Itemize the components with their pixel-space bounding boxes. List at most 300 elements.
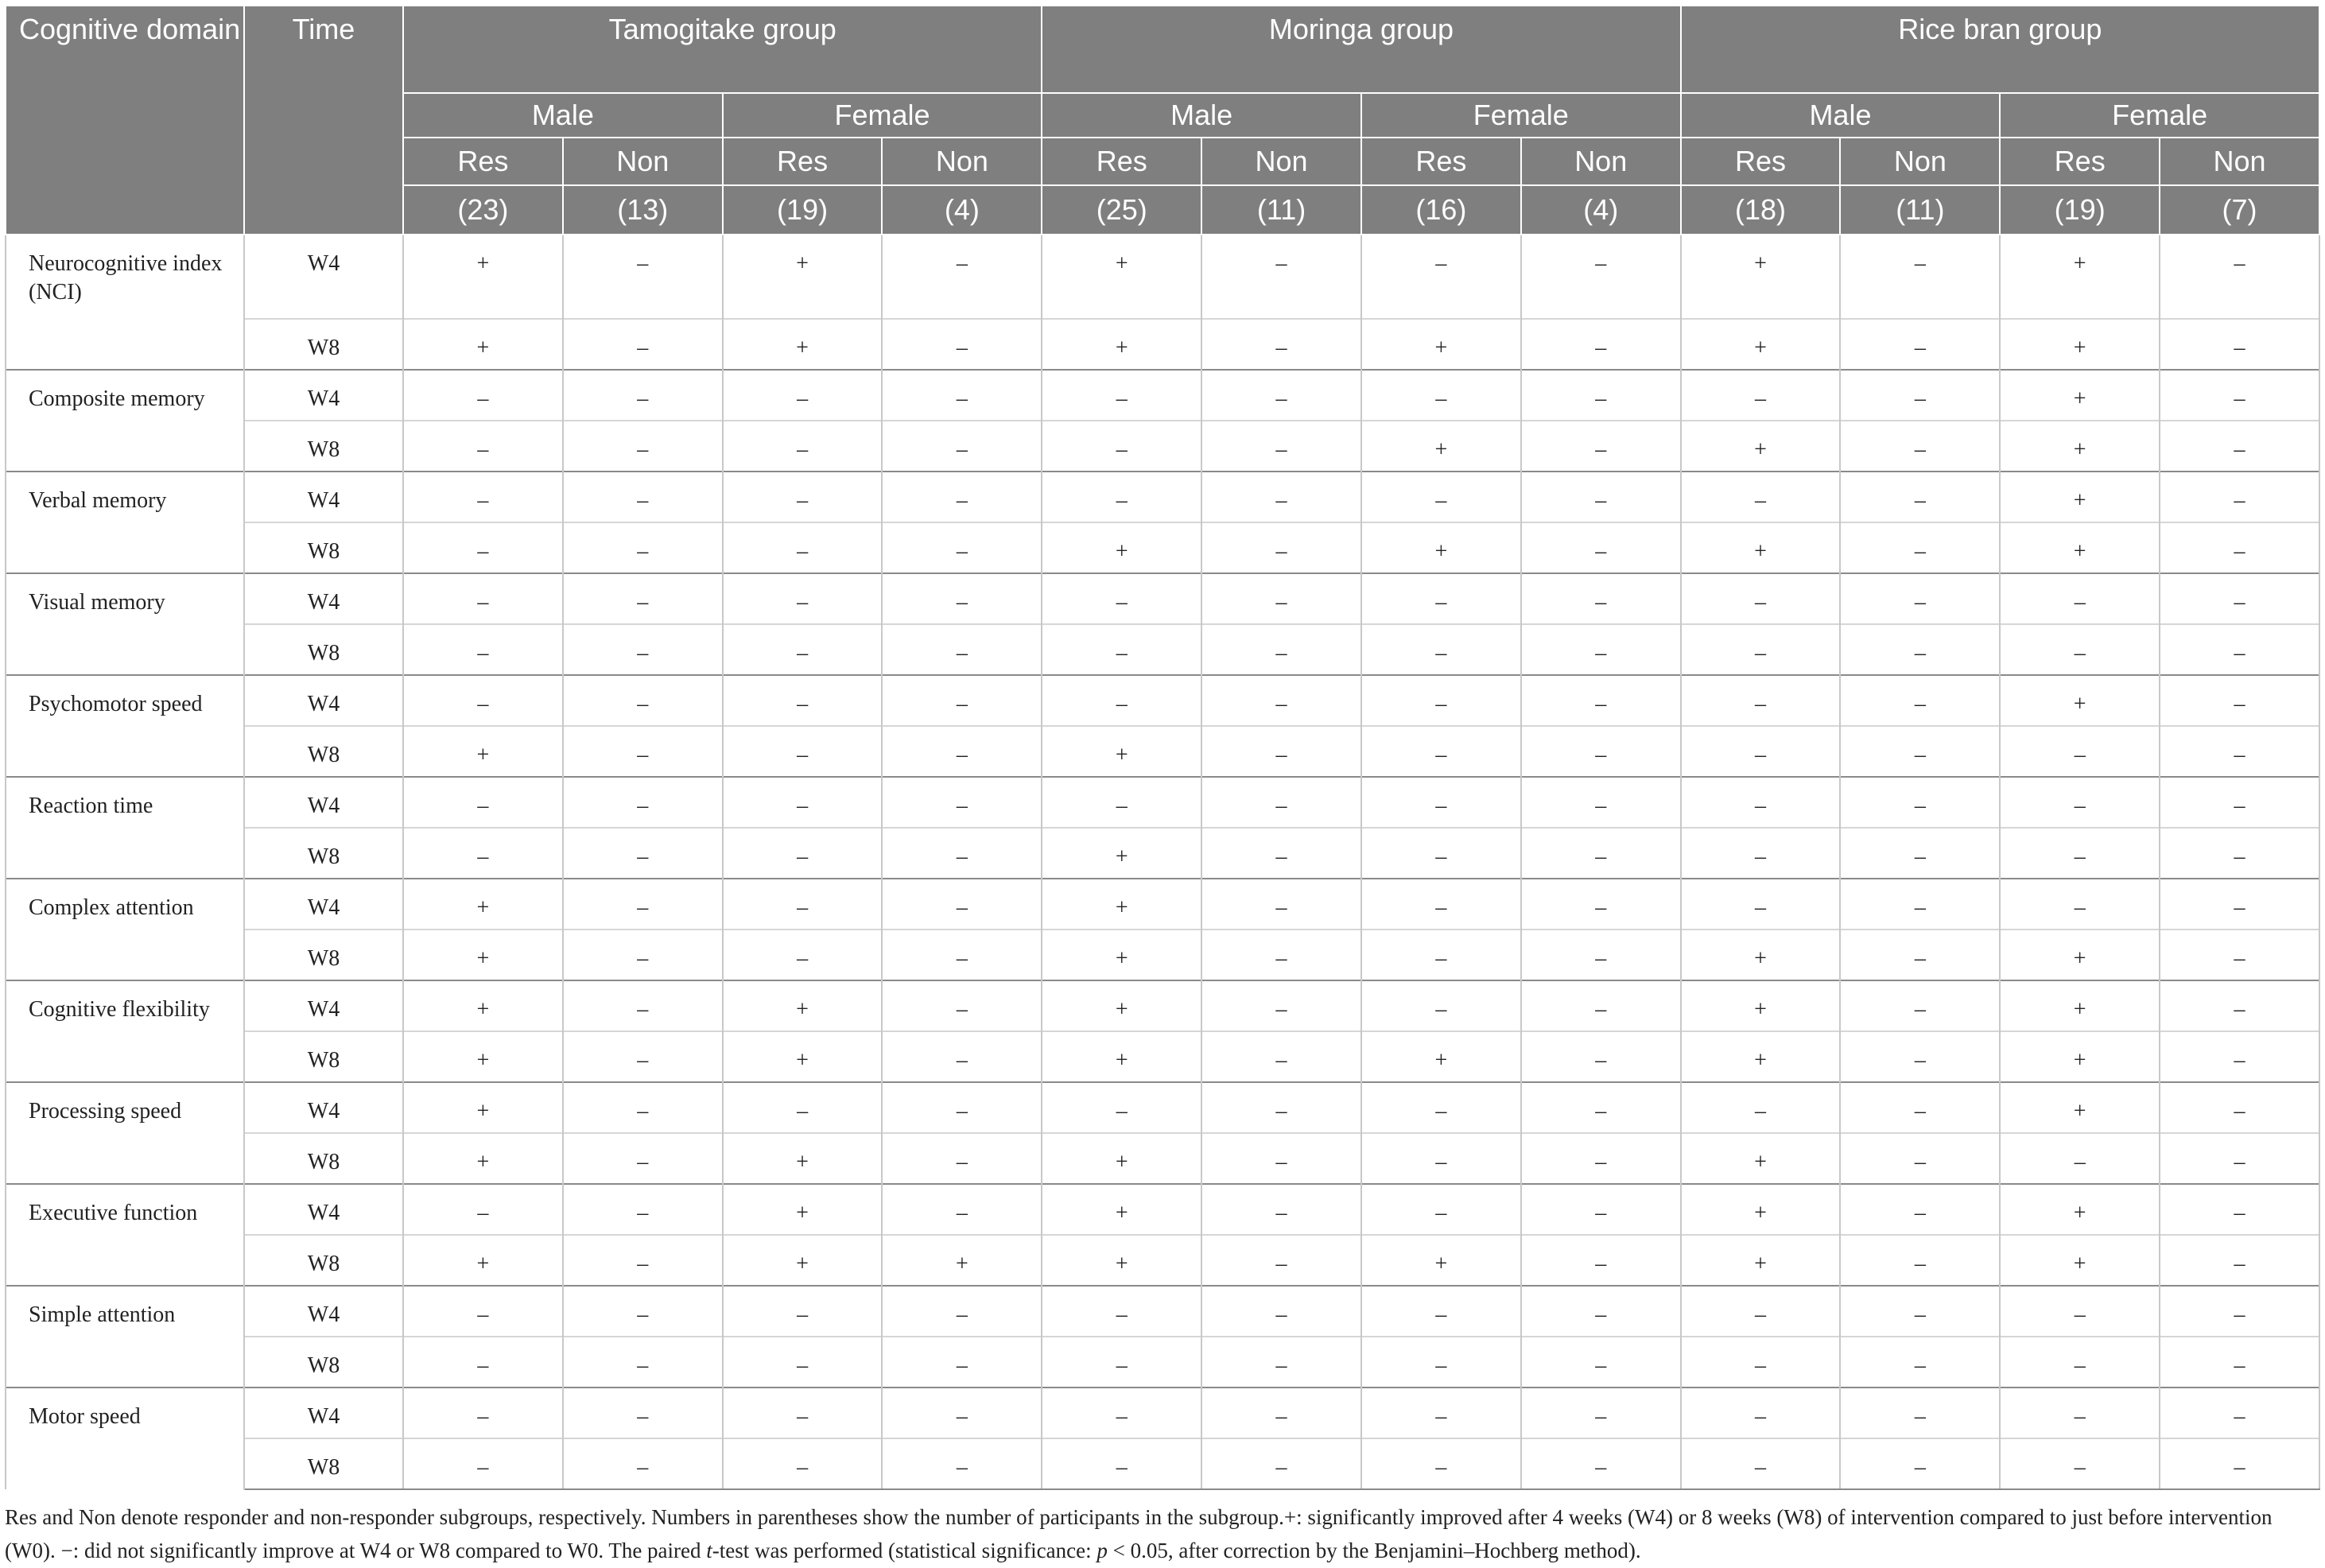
participant-count-header: (18): [1681, 185, 1841, 235]
result-cell: +: [1042, 235, 1201, 319]
result-cell: –: [2160, 777, 2319, 828]
result-cell: –: [403, 421, 563, 472]
result-cell: –: [403, 828, 563, 879]
table-row: [6, 675, 2319, 726]
result-cell: –: [1681, 370, 1841, 421]
result-cell: –: [1361, 1286, 1521, 1337]
participant-count-header: (16): [1361, 185, 1521, 235]
result-cell: –: [882, 930, 1042, 980]
result-cell: –: [2160, 472, 2319, 522]
table-row: [6, 1438, 2319, 1489]
result-cell: –: [563, 1388, 723, 1438]
result-cell: +: [403, 1082, 563, 1133]
sex-header: Female: [2000, 93, 2319, 138]
result-cell: –: [723, 930, 883, 980]
result-cell: –: [882, 573, 1042, 624]
domain-column-header: Cognitive domain: [6, 6, 244, 235]
result-cell: –: [882, 624, 1042, 675]
time-cell: W8: [244, 1235, 403, 1286]
table-row: [6, 930, 2319, 980]
result-cell: –: [1361, 726, 1521, 777]
result-cell: –: [723, 1388, 883, 1438]
result-cell: +: [723, 235, 883, 319]
result-cell: –: [563, 879, 723, 930]
result-cell: +: [2000, 1031, 2160, 1082]
result-cell: –: [2160, 726, 2319, 777]
result-cell: –: [723, 777, 883, 828]
responder-header: Non: [1840, 138, 2000, 185]
result-cell: –: [563, 370, 723, 421]
table-body: [6, 235, 2319, 1489]
result-cell: –: [882, 879, 1042, 930]
cognitive-domain-cell: Reaction time: [6, 777, 244, 879]
result-cell: –: [1042, 370, 1201, 421]
result-cell: –: [2000, 1388, 2160, 1438]
result-cell: –: [2160, 370, 2319, 421]
result-cell: –: [1361, 980, 1521, 1031]
result-cell: +: [2000, 1082, 2160, 1133]
result-cell: –: [1840, 675, 2000, 726]
result-cell: –: [403, 1388, 563, 1438]
result-cell: –: [882, 1184, 1042, 1235]
group-header-tamogitake: Tamogitake group: [403, 6, 1042, 93]
result-cell: +: [1042, 980, 1201, 1031]
responder-header: Res: [1681, 138, 1841, 185]
result-cell: –: [723, 370, 883, 421]
result-cell: –: [1681, 624, 1841, 675]
result-cell: –: [2160, 522, 2319, 573]
result-cell: –: [1681, 1286, 1841, 1337]
result-cell: –: [1840, 879, 2000, 930]
result-cell: –: [563, 1184, 723, 1235]
result-cell: –: [882, 421, 1042, 472]
responder-header: Res: [1042, 138, 1201, 185]
result-cell: –: [1521, 522, 1681, 573]
result-cell: –: [1840, 1235, 2000, 1286]
result-cell: –: [2160, 319, 2319, 370]
result-cell: –: [723, 675, 883, 726]
result-cell: –: [1681, 675, 1841, 726]
result-cell: –: [1840, 319, 2000, 370]
result-cell: –: [2160, 421, 2319, 472]
responder-header: Res: [723, 138, 883, 185]
result-cell: +: [1361, 1031, 1521, 1082]
result-cell: –: [403, 573, 563, 624]
result-cell: –: [1042, 1438, 1201, 1489]
result-cell: –: [403, 522, 563, 573]
result-cell: +: [723, 980, 883, 1031]
time-cell: W4: [244, 980, 403, 1031]
result-cell: –: [1521, 421, 1681, 472]
result-cell: –: [1840, 1133, 2000, 1184]
result-cell: –: [2160, 1031, 2319, 1082]
result-cell: –: [1361, 777, 1521, 828]
result-cell: –: [1521, 1031, 1681, 1082]
sex-header: Female: [723, 93, 1042, 138]
result-cell: –: [563, 1133, 723, 1184]
result-cell: –: [1201, 726, 1361, 777]
result-cell: –: [723, 421, 883, 472]
cognitive-domain-cell: Cognitive flexibility: [6, 980, 244, 1082]
result-cell: +: [1681, 1235, 1841, 1286]
result-cell: +: [2000, 675, 2160, 726]
participant-count-header: (19): [2000, 185, 2160, 235]
result-cell: –: [723, 879, 883, 930]
time-cell: W8: [244, 1337, 403, 1388]
result-cell: –: [1201, 777, 1361, 828]
table-row: [6, 624, 2319, 675]
result-cell: –: [1201, 624, 1361, 675]
result-cell: –: [1521, 573, 1681, 624]
result-cell: –: [882, 1438, 1042, 1489]
result-cell: –: [1361, 930, 1521, 980]
table-row: [6, 1286, 2319, 1337]
result-cell: +: [1361, 319, 1521, 370]
result-cell: –: [1042, 1337, 1201, 1388]
result-cell: +: [2000, 235, 2160, 319]
table-row: [6, 1337, 2319, 1388]
result-cell: +: [723, 1133, 883, 1184]
result-cell: –: [1521, 980, 1681, 1031]
result-cell: –: [882, 370, 1042, 421]
result-cell: +: [1042, 879, 1201, 930]
table-row: [6, 319, 2319, 370]
result-cell: +: [2000, 980, 2160, 1031]
result-cell: –: [563, 828, 723, 879]
table-row: [6, 472, 2319, 522]
table-container: [5, 5, 2320, 1568]
result-cell: +: [1042, 726, 1201, 777]
result-cell: –: [1521, 1133, 1681, 1184]
time-cell: W4: [244, 1286, 403, 1337]
footnote-text-4: -test was performed (statistical significance:: [712, 1538, 1097, 1562]
result-cell: –: [1681, 573, 1841, 624]
time-cell: W8: [244, 624, 403, 675]
result-cell: –: [2000, 624, 2160, 675]
result-cell: –: [723, 1286, 883, 1337]
result-cell: +: [1042, 828, 1201, 879]
responder-header: Non: [882, 138, 1042, 185]
result-cell: –: [403, 777, 563, 828]
result-cell: –: [882, 1286, 1042, 1337]
result-cell: –: [1840, 1286, 2000, 1337]
cognitive-domain-cell: Processing speed: [6, 1082, 244, 1184]
result-cell: –: [1042, 675, 1201, 726]
result-cell: –: [2160, 1388, 2319, 1438]
participant-count-header: (4): [882, 185, 1042, 235]
time-cell: W4: [244, 472, 403, 522]
responder-header: Non: [1201, 138, 1361, 185]
result-cell: –: [2160, 828, 2319, 879]
result-cell: –: [1361, 573, 1521, 624]
result-cell: –: [563, 930, 723, 980]
result-cell: –: [1681, 777, 1841, 828]
participant-count-header: (19): [723, 185, 883, 235]
result-cell: –: [1201, 675, 1361, 726]
result-cell: –: [2000, 726, 2160, 777]
result-cell: –: [1201, 235, 1361, 319]
cognitive-domain-cell: Composite memory: [6, 370, 244, 472]
result-cell: +: [723, 1235, 883, 1286]
participant-count-header: (23): [403, 185, 563, 235]
time-cell: W4: [244, 1082, 403, 1133]
header-row-groups: [6, 6, 2319, 93]
result-cell: –: [1201, 573, 1361, 624]
result-cell: –: [1201, 1388, 1361, 1438]
time-cell: W4: [244, 573, 403, 624]
result-cell: –: [563, 472, 723, 522]
result-cell: +: [723, 1031, 883, 1082]
sex-header: Male: [1681, 93, 2001, 138]
result-cell: –: [2000, 777, 2160, 828]
result-cell: –: [1042, 421, 1201, 472]
result-cell: +: [1361, 421, 1521, 472]
result-cell: –: [1201, 930, 1361, 980]
result-cell: +: [2000, 472, 2160, 522]
result-cell: –: [723, 472, 883, 522]
table-row: [6, 1082, 2319, 1133]
result-cell: –: [1201, 319, 1361, 370]
results-table: [5, 5, 2320, 1490]
result-cell: –: [2160, 624, 2319, 675]
time-cell: W8: [244, 522, 403, 573]
footnote-text-5: < 0.05, after correction by the Benjamini–Hochberg method).: [1107, 1538, 1641, 1562]
result-cell: –: [723, 624, 883, 675]
result-cell: –: [2160, 1286, 2319, 1337]
result-cell: –: [1521, 235, 1681, 319]
time-cell: W4: [244, 675, 403, 726]
result-cell: +: [2000, 522, 2160, 573]
result-cell: –: [1521, 879, 1681, 930]
responder-header: Non: [2160, 138, 2319, 185]
result-cell: +: [2000, 370, 2160, 421]
result-cell: –: [403, 675, 563, 726]
table-row: [6, 573, 2319, 624]
result-cell: +: [1042, 1133, 1201, 1184]
result-cell: –: [1201, 1337, 1361, 1388]
responder-header: Res: [2000, 138, 2160, 185]
result-cell: –: [2000, 828, 2160, 879]
result-cell: –: [1681, 726, 1841, 777]
cognitive-domain-cell: Executive function: [6, 1184, 244, 1286]
table-footnote: [5, 1501, 2320, 1568]
result-cell: +: [1681, 235, 1841, 319]
result-cell: –: [403, 1438, 563, 1489]
result-cell: –: [2000, 1133, 2160, 1184]
result-cell: +: [882, 1235, 1042, 1286]
result-cell: –: [1521, 1082, 1681, 1133]
result-cell: –: [2160, 930, 2319, 980]
result-cell: –: [2160, 1337, 2319, 1388]
result-cell: –: [403, 472, 563, 522]
result-cell: –: [2160, 1184, 2319, 1235]
time-cell: W8: [244, 930, 403, 980]
result-cell: –: [2160, 1438, 2319, 1489]
result-cell: –: [882, 1031, 1042, 1082]
table-row: [6, 879, 2319, 930]
time-cell: W4: [244, 235, 403, 319]
responder-header: Res: [403, 138, 563, 185]
result-cell: –: [563, 1337, 723, 1388]
result-cell: –: [1201, 1031, 1361, 1082]
result-cell: +: [1681, 930, 1841, 980]
participant-count-header: (4): [1521, 185, 1681, 235]
result-cell: –: [882, 522, 1042, 573]
result-cell: –: [1840, 235, 2000, 319]
result-cell: +: [403, 319, 563, 370]
result-cell: –: [1521, 370, 1681, 421]
result-cell: –: [1042, 573, 1201, 624]
result-cell: –: [1201, 1438, 1361, 1489]
time-cell: W8: [244, 726, 403, 777]
footnote-plus-symbol: +: [1283, 1505, 1297, 1529]
result-cell: –: [1521, 1438, 1681, 1489]
result-cell: +: [403, 879, 563, 930]
result-cell: –: [2160, 1133, 2319, 1184]
result-cell: –: [1201, 1286, 1361, 1337]
time-cell: W8: [244, 828, 403, 879]
result-cell: +: [2000, 930, 2160, 980]
result-cell: –: [1201, 1184, 1361, 1235]
result-cell: –: [1361, 828, 1521, 879]
result-cell: –: [1201, 421, 1361, 472]
result-cell: –: [563, 421, 723, 472]
participant-count-header: (13): [563, 185, 723, 235]
result-cell: –: [1361, 1337, 1521, 1388]
cognitive-domain-cell: Neurocognitive index (NCI): [6, 235, 244, 370]
result-cell: –: [563, 726, 723, 777]
sex-header: Female: [1361, 93, 1681, 138]
result-cell: +: [403, 930, 563, 980]
result-cell: –: [1681, 879, 1841, 930]
result-cell: –: [882, 235, 1042, 319]
result-cell: –: [723, 828, 883, 879]
table-row: [6, 370, 2319, 421]
result-cell: +: [1042, 522, 1201, 573]
result-cell: –: [2000, 1438, 2160, 1489]
group-header-rice-bran: Rice bran group: [1681, 6, 2319, 93]
time-cell: W8: [244, 1438, 403, 1489]
result-cell: –: [1521, 319, 1681, 370]
result-cell: –: [1681, 828, 1841, 879]
result-cell: –: [563, 1031, 723, 1082]
result-cell: +: [403, 235, 563, 319]
result-cell: –: [1361, 235, 1521, 319]
footnote-minus-symbol: −: [60, 1538, 73, 1562]
result-cell: –: [1042, 472, 1201, 522]
result-cell: +: [1681, 421, 1841, 472]
result-cell: –: [1042, 777, 1201, 828]
result-cell: –: [1681, 472, 1841, 522]
result-cell: –: [1361, 1082, 1521, 1133]
result-cell: –: [563, 1438, 723, 1489]
result-cell: –: [882, 1133, 1042, 1184]
result-cell: –: [882, 1388, 1042, 1438]
result-cell: –: [1840, 522, 2000, 573]
table-row: [6, 235, 2319, 319]
result-cell: –: [1521, 472, 1681, 522]
cognitive-domain-cell: Psychomotor speed: [6, 675, 244, 777]
result-cell: –: [403, 1286, 563, 1337]
responder-header: Non: [1521, 138, 1681, 185]
result-cell: +: [2000, 319, 2160, 370]
result-cell: –: [882, 828, 1042, 879]
time-cell: W4: [244, 1184, 403, 1235]
table-row: [6, 1031, 2319, 1082]
result-cell: –: [1840, 1082, 2000, 1133]
table-row: [6, 522, 2319, 573]
table-row: [6, 980, 2319, 1031]
time-cell: W4: [244, 879, 403, 930]
result-cell: –: [1521, 675, 1681, 726]
result-cell: –: [1840, 980, 2000, 1031]
table-row: [6, 726, 2319, 777]
result-cell: –: [403, 1337, 563, 1388]
result-cell: –: [403, 1184, 563, 1235]
result-cell: –: [1361, 1184, 1521, 1235]
result-cell: –: [882, 1082, 1042, 1133]
participant-count-header: (11): [1201, 185, 1361, 235]
result-cell: –: [1201, 879, 1361, 930]
result-cell: –: [1521, 624, 1681, 675]
result-cell: +: [1042, 1031, 1201, 1082]
result-cell: –: [1521, 1184, 1681, 1235]
result-cell: +: [1681, 1031, 1841, 1082]
result-cell: –: [1361, 370, 1521, 421]
result-cell: –: [2160, 573, 2319, 624]
result-cell: +: [723, 1184, 883, 1235]
responder-header: Res: [1361, 138, 1521, 185]
result-cell: –: [1840, 726, 2000, 777]
table-row: [6, 1133, 2319, 1184]
table-row: [6, 777, 2319, 828]
result-cell: –: [2000, 1337, 2160, 1388]
result-cell: –: [1521, 777, 1681, 828]
result-cell: –: [723, 1438, 883, 1489]
result-cell: +: [723, 319, 883, 370]
responder-header: Non: [563, 138, 723, 185]
participant-count-header: (7): [2160, 185, 2319, 235]
result-cell: –: [563, 980, 723, 1031]
footnote-p-italic: p: [1097, 1538, 1108, 1562]
cognitive-domain-cell: Complex attention: [6, 879, 244, 980]
result-cell: +: [2000, 1235, 2160, 1286]
time-cell: W8: [244, 319, 403, 370]
result-cell: –: [1361, 1438, 1521, 1489]
result-cell: –: [2160, 879, 2319, 930]
result-cell: –: [1840, 1031, 2000, 1082]
result-cell: +: [1042, 1184, 1201, 1235]
time-cell: W4: [244, 370, 403, 421]
result-cell: +: [2000, 1184, 2160, 1235]
time-cell: W4: [244, 777, 403, 828]
result-cell: –: [1042, 1082, 1201, 1133]
result-cell: –: [723, 726, 883, 777]
result-cell: +: [403, 980, 563, 1031]
result-cell: –: [1361, 624, 1521, 675]
result-cell: –: [1201, 1235, 1361, 1286]
result-cell: –: [2000, 1286, 2160, 1337]
result-cell: –: [723, 1082, 883, 1133]
time-cell: W4: [244, 1388, 403, 1438]
time-cell: W8: [244, 421, 403, 472]
time-cell: W8: [244, 1133, 403, 1184]
result-cell: –: [563, 675, 723, 726]
participant-count-header: (25): [1042, 185, 1201, 235]
table-row: [6, 1388, 2319, 1438]
result-cell: –: [723, 573, 883, 624]
result-cell: –: [1840, 573, 2000, 624]
